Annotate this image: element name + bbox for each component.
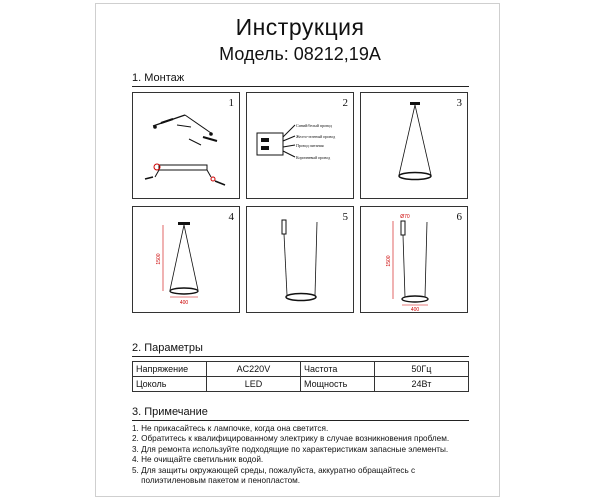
bracket-drawing bbox=[133, 93, 241, 200]
document-title: Инструкция bbox=[235, 14, 365, 40]
panel-number: 2 bbox=[342, 97, 348, 109]
note-item: 3. Для ремонта используйте подходящие по характеристикам запасные элементы. bbox=[132, 444, 449, 454]
section-divider bbox=[132, 420, 469, 421]
pendant-lamp-drawing bbox=[361, 93, 469, 200]
param-label: Частота bbox=[300, 362, 374, 377]
panel-6-ring-dimensions bbox=[360, 206, 468, 313]
section-parameters-heading: 2. Параметры bbox=[132, 342, 203, 354]
width-dimension-label: 400 bbox=[410, 307, 420, 313]
wire-label: Коричневый провод bbox=[296, 155, 331, 160]
dimensions-drawing bbox=[133, 207, 241, 314]
panel-3-assembled-lamp bbox=[360, 92, 468, 199]
param-value: 50Гц bbox=[374, 362, 468, 377]
panel-number: 4 bbox=[228, 211, 234, 223]
panel-4-dimensions bbox=[132, 206, 240, 313]
note-item: 4. Не очищайте светильник водой. bbox=[132, 455, 264, 465]
section-mounting-heading: 1. Монтаж bbox=[132, 72, 185, 84]
model-number: Модель: 08212,19A bbox=[219, 44, 381, 64]
wire-label: Желто-зеленый провод bbox=[296, 134, 336, 139]
param-label: Мощность bbox=[300, 377, 374, 392]
panel-number: 1 bbox=[228, 97, 234, 109]
table-row bbox=[133, 377, 469, 392]
note-item: 2. Обратитесь к квалифицированному электрику в случае возникновения проблем. bbox=[132, 434, 450, 444]
panel-number: 6 bbox=[456, 211, 462, 223]
ring-lamp-drawing bbox=[247, 207, 355, 314]
height-dimension-label: 1500 bbox=[156, 253, 162, 265]
param-value: 24Вт bbox=[374, 377, 468, 392]
top-dimension-label: Ø70 bbox=[400, 214, 410, 220]
note-item: 1. Не прикасайтесь к лампочке, когда она светится. bbox=[132, 424, 329, 433]
wiring-drawing bbox=[247, 93, 355, 200]
section-divider bbox=[132, 86, 469, 87]
table-row bbox=[133, 362, 469, 377]
panel-1-mounting-bracket bbox=[132, 92, 240, 199]
section-divider bbox=[132, 356, 469, 357]
panel-5-ring-lamp bbox=[246, 206, 354, 313]
panel-2-wiring bbox=[246, 92, 354, 199]
wire-label: Провод питания bbox=[296, 143, 324, 148]
ring-dimensions-drawing bbox=[361, 207, 469, 314]
panel-number: 5 bbox=[342, 211, 348, 223]
section-notes-heading: 3. Примечание bbox=[132, 406, 208, 418]
note-item: 5. Для защиты окружающей среды, пожалуйста, аккуратно обращайтесь с bbox=[132, 465, 416, 475]
param-label: Напряжение bbox=[133, 362, 207, 377]
parameters-table bbox=[132, 361, 469, 392]
width-dimension-label: 400 bbox=[179, 300, 189, 306]
wire-label: Синий/белый провод bbox=[296, 123, 332, 128]
param-value: AC220V bbox=[206, 362, 300, 377]
notes-list bbox=[132, 424, 449, 486]
param-label: Цоколь bbox=[133, 377, 207, 392]
height-dimension-label: 1500 bbox=[386, 255, 392, 267]
note-item: полиэтиленовым пакетом и пенопластом. bbox=[132, 476, 301, 486]
panel-number: 3 bbox=[456, 97, 462, 109]
param-value: LED bbox=[206, 377, 300, 392]
